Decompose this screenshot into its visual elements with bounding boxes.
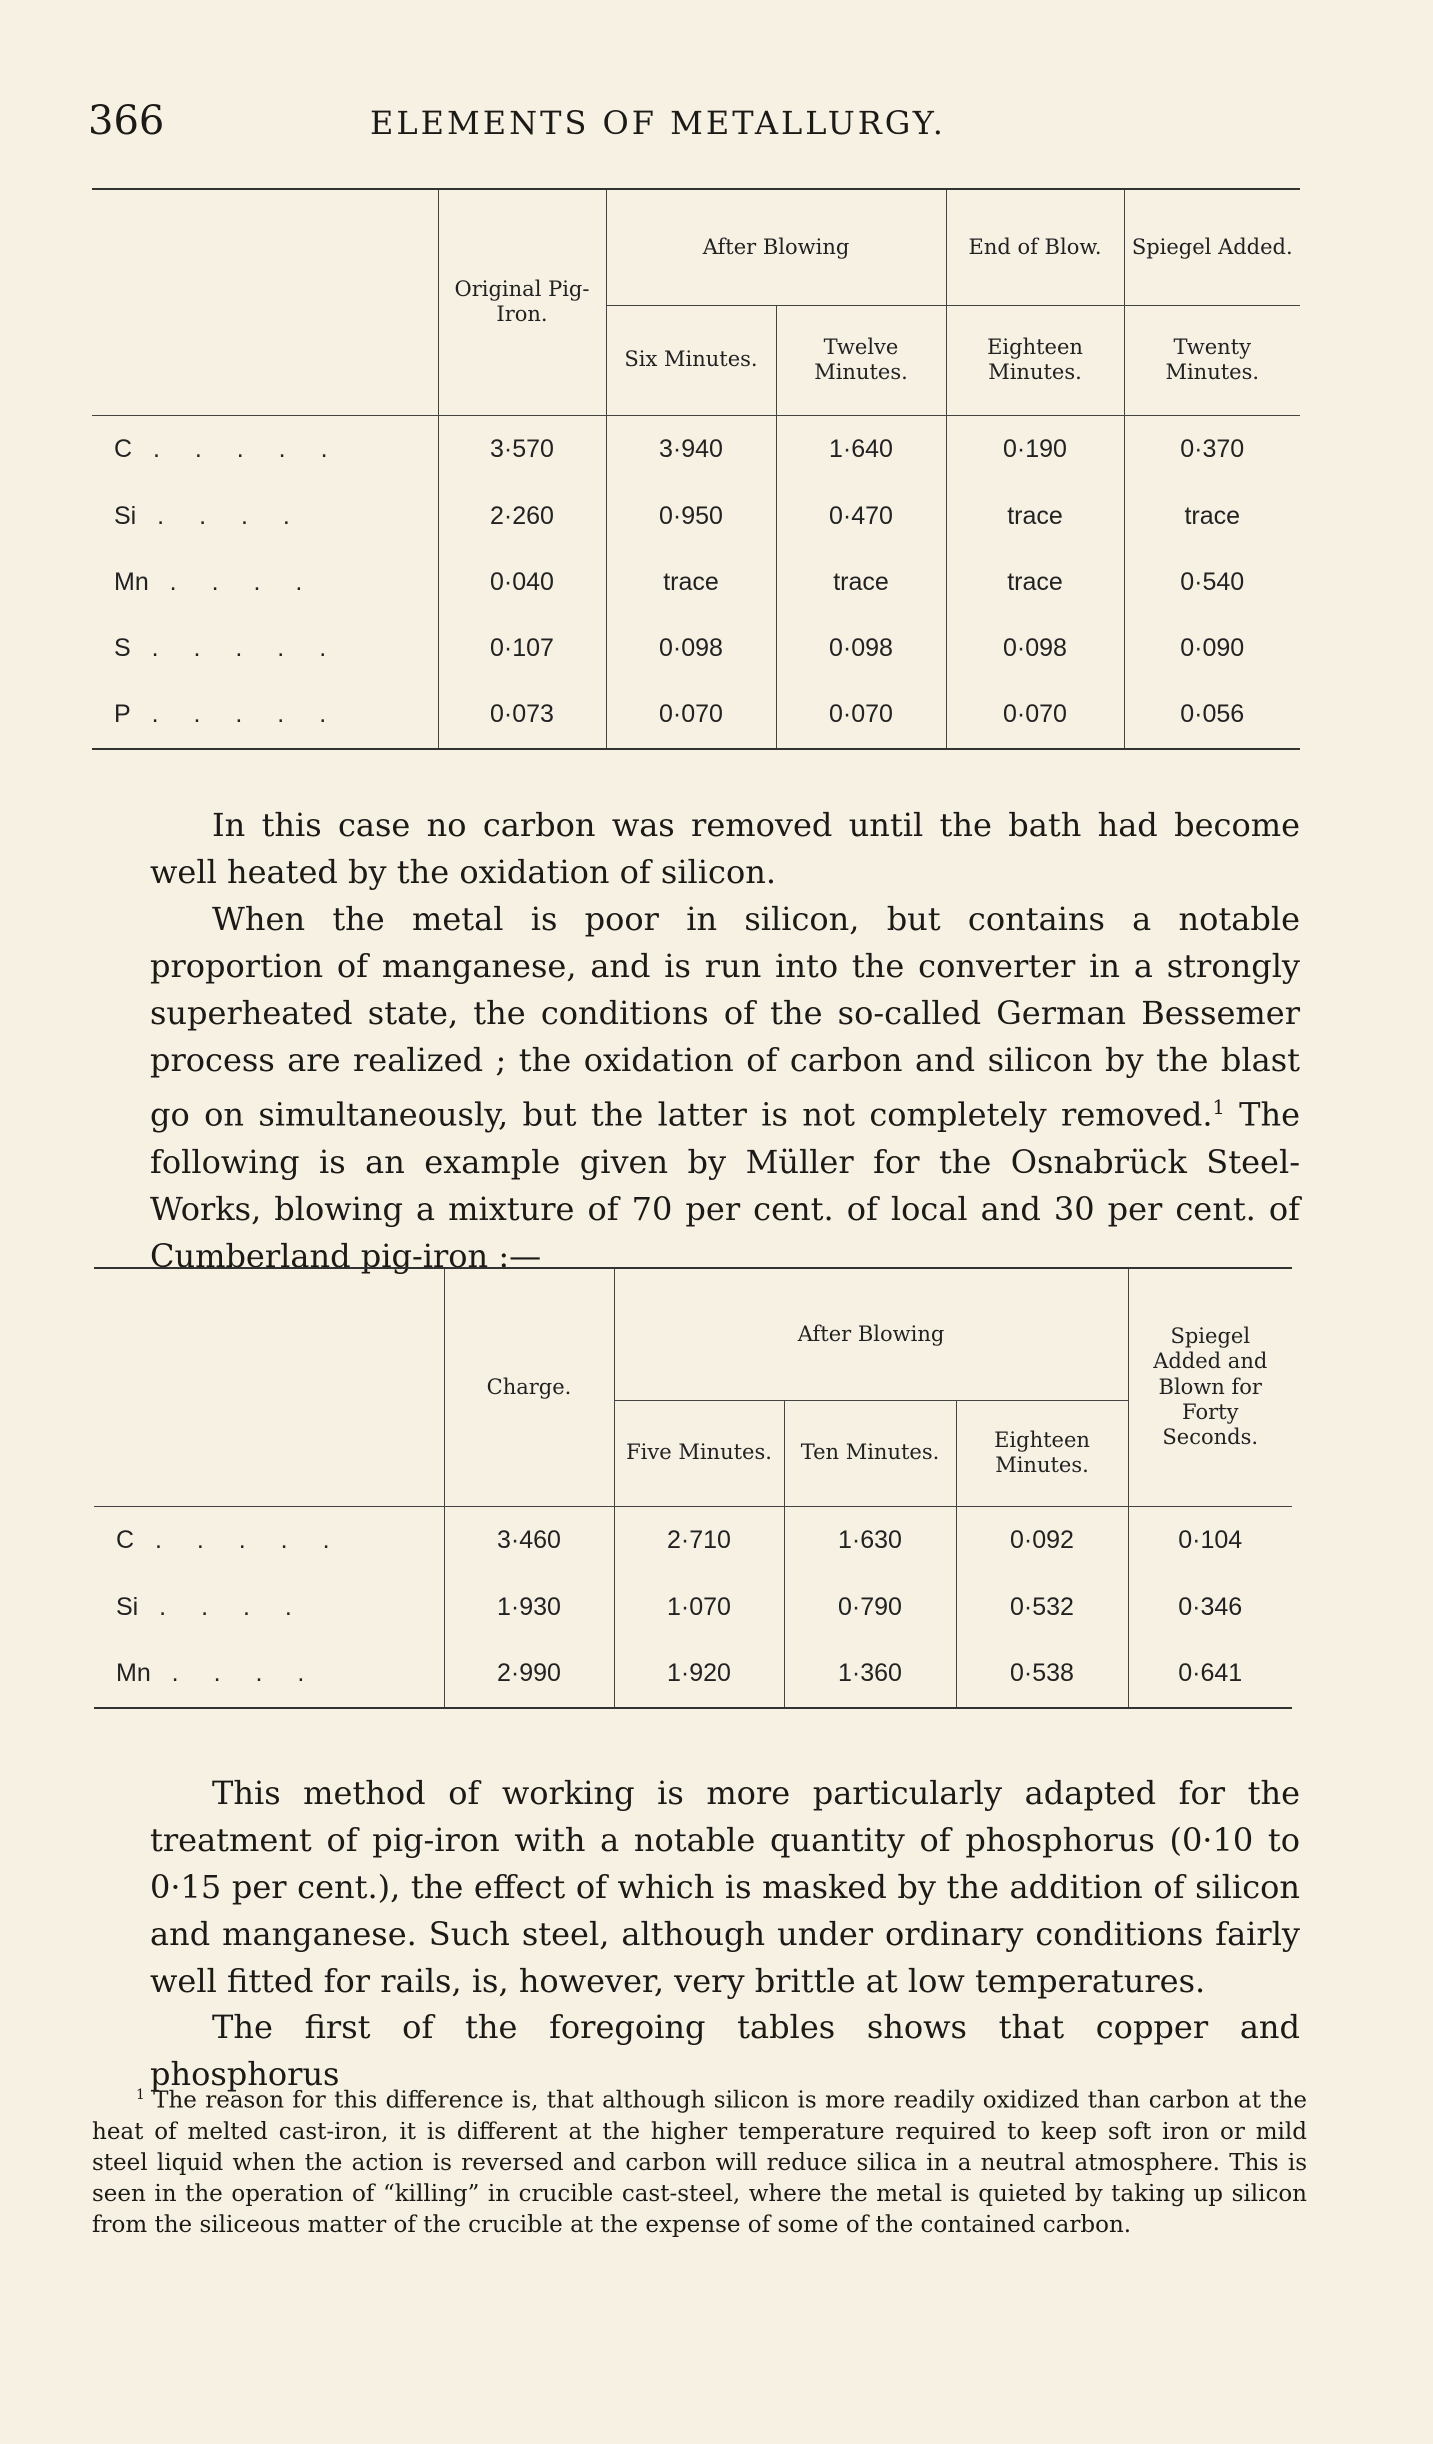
table-cell: trace bbox=[946, 549, 1124, 615]
table-row bbox=[92, 415, 1300, 483]
table-row bbox=[94, 1640, 1292, 1708]
table-cell: 2·260 bbox=[438, 483, 606, 549]
table-cell: 3·570 bbox=[438, 415, 606, 483]
table-cell: 0·641 bbox=[1128, 1640, 1292, 1708]
paragraph-carbon-removal: In this case no carbon was removed until the bath had become well heated by the oxidation of silicon. bbox=[150, 806, 1300, 891]
page-number: 366 bbox=[88, 98, 165, 144]
footnote bbox=[92, 2080, 1307, 2241]
table-cell: 0·070 bbox=[946, 681, 1124, 749]
table1-header-twelve: Twelve Minutes. bbox=[776, 305, 946, 415]
table-cell: 0·370 bbox=[1124, 415, 1300, 483]
table-cell: 1·070 bbox=[614, 1574, 784, 1640]
row-label: Si . . . . bbox=[116, 1592, 306, 1621]
table-cell: 2·990 bbox=[444, 1640, 614, 1708]
table-cell: 0·040 bbox=[438, 549, 606, 615]
page-header bbox=[88, 98, 1348, 158]
table1-header-six: Six Minutes. bbox=[606, 305, 776, 415]
table-cell: trace bbox=[1124, 483, 1300, 549]
table-cell: 1·920 bbox=[614, 1640, 784, 1708]
table-row bbox=[92, 681, 1300, 749]
table-row bbox=[94, 1506, 1292, 1574]
table-cell: 0·532 bbox=[956, 1574, 1128, 1640]
table-cell: 0·540 bbox=[1124, 549, 1300, 615]
table2-corner-cell bbox=[94, 1268, 444, 1506]
analysis-table-1 bbox=[92, 188, 1300, 750]
table-cell: 0·107 bbox=[438, 615, 606, 681]
table1-corner-cell bbox=[92, 189, 438, 415]
table-cell: trace bbox=[606, 549, 776, 615]
row-label: P . . . . . bbox=[114, 700, 341, 728]
table-cell: 0·073 bbox=[438, 681, 606, 749]
table-cell: 0·346 bbox=[1128, 1574, 1292, 1640]
table-cell: 0·538 bbox=[956, 1640, 1128, 1708]
table-cell: 0·470 bbox=[776, 483, 946, 549]
row-label: C . . . . . bbox=[116, 1525, 344, 1554]
table2-header-spiegel: Spiegel Added and Blown for Forty Seconds. bbox=[1128, 1268, 1292, 1506]
table-cell: 0·098 bbox=[946, 615, 1124, 681]
table-cell: trace bbox=[946, 483, 1124, 549]
paragraph-german-bessemer: When the metal is poor in silicon, but contains a notable proportion of manganese, and is run into the converter in a strongly superheated state, the conditions of the so-called German Bessemer process are realized ; the oxidation of carbon and silicon by the blast go on simultaneously, but the latter is not completely removed.$^1$ The following is an example given by Müller for the Osnabrück Steel-Works, blowing a mixture of 70 per cent. of local and 30 per cent. of Cumberland pig-iron :— bbox=[150, 900, 1301, 1275]
footnote-reference: 1 bbox=[1212, 1096, 1225, 1119]
row-label: Si . . . . bbox=[114, 501, 304, 530]
table2-header-charge: Charge. bbox=[444, 1268, 614, 1506]
table-cell: 0·190 bbox=[946, 415, 1124, 483]
table2-header-ten: Ten Minutes. bbox=[784, 1400, 956, 1506]
table-cell: 0·090 bbox=[1124, 615, 1300, 681]
paragraph-method-adapted: This method of working is more particularly adapted for the treatment of pig-iron with a notable quantity of phosphorus (0·10 to 0·15 per cent.), the effect of which is masked by the addition of silicon and manganese. Such steel, although under ordinary conditions fairly well fitted for rails, is, however, very brittle at low temperatures. bbox=[150, 1774, 1300, 2000]
table-cell: 0·950 bbox=[606, 483, 776, 549]
table-cell: 1·930 bbox=[444, 1574, 614, 1640]
table1-header-end-of-blow: End of Blow. bbox=[946, 189, 1124, 305]
table2-header-five: Five Minutes. bbox=[614, 1400, 784, 1506]
table-row bbox=[92, 483, 1300, 549]
table-cell: 0·104 bbox=[1128, 1506, 1292, 1574]
table2-header-after-blowing: After Blowing bbox=[614, 1268, 1128, 1400]
table-row bbox=[92, 615, 1300, 681]
table-cell: 0·092 bbox=[956, 1506, 1128, 1574]
table-cell: 1·640 bbox=[776, 415, 946, 483]
table1-header-spiegel: Spiegel Added. bbox=[1124, 189, 1300, 305]
row-label: Mn . . . . bbox=[116, 1659, 319, 1687]
footnote-text: The reason for this difference is, that although silicon is more readily oxidized than carbon at the heat of melted cast-iron, it is different at the higher temperature required to keep soft iron or mild steel liquid when the action is reversed and carbon will reduce silica in a neutral atmosphere. This is seen in the operation of “killing” in crucible cast-steel, where the metal is quieted by taking up silicon from the siliceous matter of the crucible at the expense of some of the contained carbon. bbox=[92, 2087, 1307, 2238]
table1-header-twenty: Twenty Minutes. bbox=[1124, 305, 1300, 415]
footnote-marker: 1 bbox=[136, 2087, 145, 2103]
table-cell: trace bbox=[776, 549, 946, 615]
row-label: C . . . . . bbox=[114, 434, 342, 463]
table-cell: 0·790 bbox=[784, 1574, 956, 1640]
table-cell: 0·098 bbox=[776, 615, 946, 681]
table1-header-after-blowing: After Blowing bbox=[606, 189, 946, 305]
table-cell: 1·360 bbox=[784, 1640, 956, 1708]
table-row bbox=[92, 549, 1300, 615]
table-cell: 1·630 bbox=[784, 1506, 956, 1574]
row-label: Mn . . . . bbox=[114, 567, 317, 596]
row-label: S . . . . . bbox=[114, 633, 341, 662]
table-cell: 2·710 bbox=[614, 1506, 784, 1574]
running-title: ELEMENTS OF METALLURGY. bbox=[370, 104, 946, 142]
analysis-table-2 bbox=[94, 1267, 1292, 1709]
table1-header-original: Original Pig-Iron. bbox=[438, 189, 606, 415]
table2-header-eighteen: Eighteen Minutes. bbox=[956, 1400, 1128, 1506]
table-cell: 0·098 bbox=[606, 615, 776, 681]
table-cell: 0·070 bbox=[606, 681, 776, 749]
table-cell: 3·460 bbox=[444, 1506, 614, 1574]
table-cell: 3·940 bbox=[606, 415, 776, 483]
table-cell: 0·056 bbox=[1124, 681, 1300, 749]
table-row bbox=[94, 1574, 1292, 1640]
table1-header-eighteen: Eighteen Minutes. bbox=[946, 305, 1124, 415]
paragraph-copper-phosphorus: The first of the foregoing tables shows that copper and phosphorus bbox=[150, 2008, 1300, 2093]
table-cell: 0·070 bbox=[776, 681, 946, 749]
